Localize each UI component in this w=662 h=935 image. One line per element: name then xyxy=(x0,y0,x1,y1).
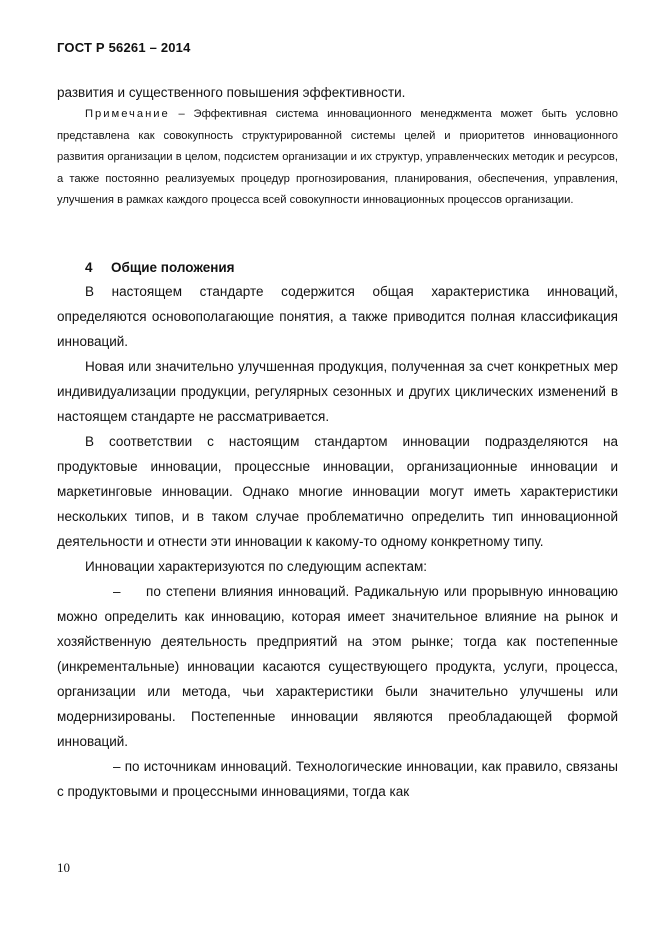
list-dash-2: – xyxy=(113,759,121,774)
body-paragraph-3: В соответствии с настоящим стандартом инновации подразделяются на продуктовые инновации, процессные инновации, организационные инновации и маркетинговые инновации. Однако многие инновации могут иметь характеристики нескольких типов, и в таком случае проблематично определить тип инновационной деятельности и отнести эти инновации к какому-то одному конкретному типу. xyxy=(57,434,618,549)
list-item-1-text: по степени влияния инноваций. Радикальную или прорывную инновацию можно определить как инновацию, которая имеет значительное влияние на рынок и хозяйственную деятельность предприятий на этом рынке; тогда как постепенные (инкрементальные) инновации касаются существующего продукта, услуги, процесса, организации или метода, чьи характеристики были значительно улучшены или модернизированы. Постепенные инновации являются преобладающей формой инноваций. xyxy=(57,584,618,749)
section-4-heading xyxy=(57,258,618,278)
list-item-1 xyxy=(57,579,618,754)
note-text: – Эффективная система инновационного менеджмента может быть условно представлена как совокупность структурированной системы целей и приоритетов инновационного развития организации в целом, подсистем организации и их структур, управленческих методик и ресурсов, а также постоянно реализуемых процедур прогнозирования, планирования, обеспечения, управления, улучшения в рамках каждого процесса всей совокупности инновационных процессов организации. xyxy=(57,108,618,207)
section-heading xyxy=(57,258,618,278)
page-number: 10 xyxy=(57,860,70,875)
list-item-2-text: по источникам инноваций. Технологические инновации, как правило, связаны с продуктовыми и процессными инновациями, тогда как xyxy=(57,759,618,799)
note-paragraph xyxy=(57,104,618,212)
list-dash-1: – xyxy=(113,584,121,599)
intro-paragraph: развития и существенного повышения эффективности. xyxy=(57,85,406,100)
section-title: Общие положения xyxy=(111,260,235,275)
section-number: 4 xyxy=(85,260,93,275)
intro-paragraph-block xyxy=(57,80,618,105)
note-block xyxy=(57,104,618,212)
list-item-2 xyxy=(57,754,618,804)
document-header: ГОСТ Р 56261 – 2014 xyxy=(57,40,191,55)
body-paragraph-1: В настоящем стандарте содержится общая характеристика инноваций, определяются основополагающие понятия, а также приводится полная классификация инноваций. xyxy=(57,284,618,349)
note-label: Примечание xyxy=(85,108,170,120)
body-paragraph-2: Новая или значительно улучшенная продукция, полученная за счет конкретных мер индивидуализации продукции, регулярных сезонных и других циклических изменений в настоящем стандарте не рассматривается. xyxy=(57,359,618,424)
body-paragraph-4: Инновации характеризуются по следующим аспектам: xyxy=(85,559,427,574)
section-body xyxy=(57,279,618,804)
